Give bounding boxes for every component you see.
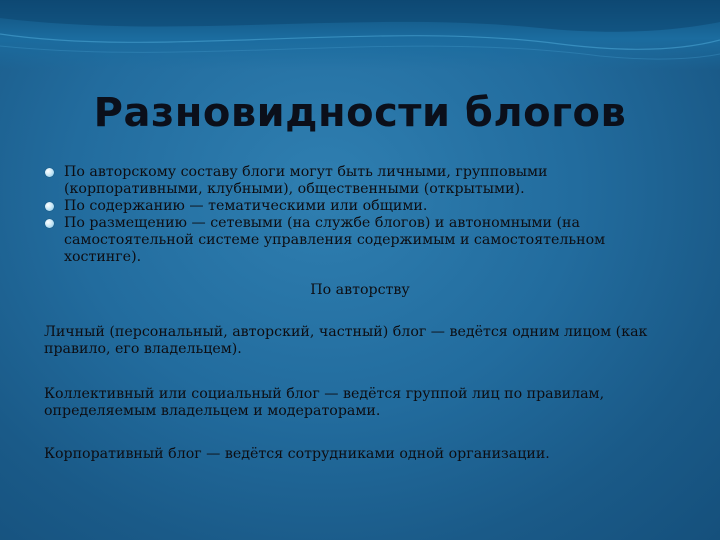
paragraph-personal-blog: Личный (персональный, авторский, частный) блог — ведётся одним лицом (как правило, его владельцем).	[44, 324, 648, 357]
bullet-text: По размещению — сетевыми (на службе блогов) и автономными (на самостоятельной системе управления содержимым и самостоятельном хостинге).	[64, 215, 606, 265]
subheading-text: По авторству	[310, 282, 410, 298]
bullet-icon	[45, 219, 54, 228]
wave-decoration	[0, 0, 720, 70]
bullet-list	[42, 164, 682, 266]
bullet-item	[42, 198, 682, 215]
bullet-text: По авторскому составу блоги могут быть личными, групповыми (корпоративными, клубными), общественными (открытыми).	[64, 164, 548, 197]
bullet-icon	[45, 168, 54, 177]
subheading	[0, 282, 720, 298]
paragraph-collective-blog: Коллективный или социальный блог — ведётся группой лиц по правилам, определяемым владельцем и модераторами.	[44, 386, 605, 419]
bullet-icon	[45, 202, 54, 211]
slide-title: Разновидности блогов	[93, 90, 627, 136]
bullet-item	[42, 215, 682, 266]
bullet-item	[42, 164, 682, 198]
paragraph-corporate-blog: Корпоративный блог — ведётся сотрудниками одной организации.	[44, 446, 550, 462]
bullet-text: По содержанию — тематическими или общими.	[64, 198, 428, 214]
